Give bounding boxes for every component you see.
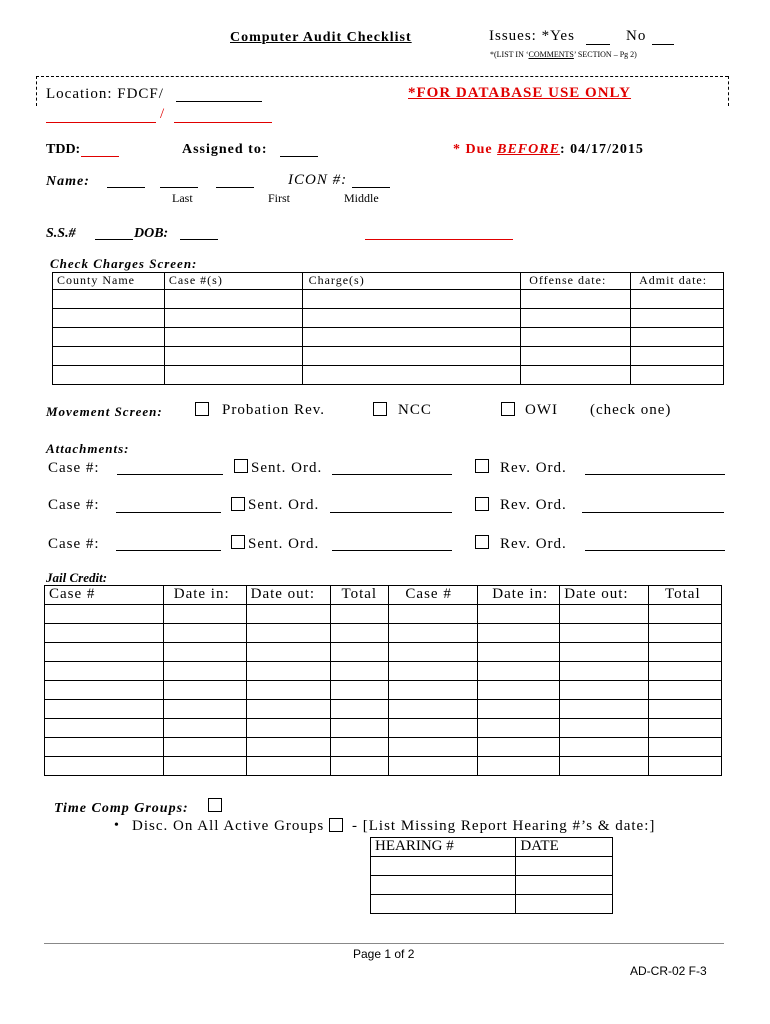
form-title: Computer Audit Checklist [230, 30, 412, 45]
table-row [45, 681, 722, 700]
issues-yes-label: Issues: *Yes [489, 28, 575, 44]
database-use-notice: *FOR DATABASE USE ONLY [408, 85, 632, 101]
attachment-case-label-2: Case #: [48, 497, 100, 513]
database-red-field[interactable] [365, 239, 513, 240]
table-row [45, 738, 722, 757]
ss-label: S.S.# [46, 226, 76, 241]
tdd-label: TDD: [46, 142, 81, 157]
attachments-title: Attachments: [46, 441, 130, 456]
movement-screen-label: Movement Screen: [46, 404, 163, 419]
sent-ord-label-2: Sent. Ord. [248, 497, 320, 513]
page-number: Page 1 of 2 [353, 947, 415, 961]
jail-credit-table [44, 585, 722, 776]
jc-col-date-out-2: Date out: [560, 586, 649, 605]
location-separator: / [160, 106, 165, 122]
sent-ord-field-2[interactable] [330, 512, 452, 513]
footer-divider [44, 943, 724, 944]
jc-col-date-out-1: Date out: [246, 586, 331, 605]
issues-no-blank[interactable] [652, 44, 674, 45]
col-charges: Charge(s) [302, 273, 521, 290]
col-offense-date: Offense date: [521, 273, 631, 290]
check-charges-table [52, 272, 724, 385]
table-row [371, 895, 613, 914]
list-in-comments-note: *(LIST IN ‘COMMENTS’ SECTION – Pg 2) [490, 50, 637, 59]
dob-label: DOB: [134, 226, 169, 241]
ncc-checkbox[interactable] [373, 402, 387, 416]
rev-ord-field-2[interactable] [582, 512, 724, 513]
assigned-to-label: Assigned to: [182, 142, 268, 157]
rev-ord-field-3[interactable] [585, 550, 725, 551]
disc-active-groups-checkbox[interactable] [329, 818, 343, 832]
table-row [53, 347, 724, 366]
icon-number-label: ICON #: [288, 172, 348, 188]
location-label: Location: FDCF/ [46, 86, 164, 102]
table-row [371, 876, 613, 895]
jail-credit-title: Jail Credit: [46, 570, 108, 585]
rev-ord-checkbox-1[interactable] [475, 459, 489, 473]
col-admit-date: Admit date: [631, 273, 724, 290]
col-county-name: County Name [53, 273, 165, 290]
table-row [53, 309, 724, 328]
table-row [371, 857, 613, 876]
ncc-label: NCC [398, 402, 432, 418]
jc-col-case-1: Case # [45, 586, 164, 605]
disc-active-groups-label: Disc. On All Active Groups [132, 818, 325, 834]
check-charges-title: Check Charges Screen: [50, 256, 198, 271]
col-hearing-number: HEARING # [371, 838, 516, 857]
check-charges-header-row [53, 273, 724, 290]
probation-rev-checkbox[interactable] [195, 402, 209, 416]
jc-col-total-1: Total [331, 586, 389, 605]
sent-ord-label-3: Sent. Ord. [248, 536, 320, 552]
time-comp-title: Time Comp Groups: [54, 801, 189, 816]
rev-ord-checkbox-3[interactable] [475, 535, 489, 549]
database-area-border-left [36, 76, 37, 106]
table-row [53, 366, 724, 385]
col-case-numbers: Case #(s) [164, 273, 302, 290]
rev-ord-checkbox-2[interactable] [475, 497, 489, 511]
attachment-case-field-3[interactable] [116, 550, 221, 551]
database-area-border-right [728, 76, 729, 106]
jc-col-date-in-2: Date in: [478, 586, 560, 605]
probation-rev-label: Probation Rev. [222, 402, 326, 418]
rev-ord-field-1[interactable] [585, 474, 725, 475]
name-last-caption: Last [172, 191, 193, 205]
missing-report-note: - [List Missing Report Hearing #’s & date:] [352, 818, 656, 834]
assigned-to-field[interactable] [280, 156, 318, 157]
name-middle-caption: Middle [344, 191, 379, 205]
ss-field[interactable] [95, 239, 133, 240]
name-first-caption: First [268, 191, 291, 205]
issues-no-label: No [626, 28, 647, 44]
name-label: Name: [46, 174, 90, 189]
sent-ord-checkbox-2[interactable] [231, 497, 245, 511]
location-red-field-2[interactable] [174, 122, 272, 123]
due-date: * Due BEFORE: 04/17/2015 [453, 142, 644, 157]
rev-ord-label-2: Rev. Ord. [500, 497, 567, 513]
sent-ord-label-1: Sent. Ord. [251, 460, 323, 476]
table-row [45, 605, 722, 624]
sent-ord-checkbox-1[interactable] [234, 459, 248, 473]
attachment-case-field-2[interactable] [116, 512, 221, 513]
database-area-border-top [36, 76, 728, 77]
rev-ord-label-3: Rev. Ord. [500, 536, 567, 552]
jc-col-date-in-1: Date in: [163, 586, 246, 605]
attachment-case-label-1: Case #: [48, 460, 100, 476]
table-row [45, 643, 722, 662]
table-row [53, 290, 724, 309]
rev-ord-label-1: Rev. Ord. [500, 460, 567, 476]
owi-checkbox[interactable] [501, 402, 515, 416]
jc-col-case-2: Case # [389, 586, 478, 605]
table-row [45, 757, 722, 776]
time-comp-checkbox[interactable] [208, 798, 222, 812]
name-last-field[interactable] [107, 187, 145, 188]
check-one-note: (check one) [590, 402, 672, 418]
sent-ord-field-3[interactable] [332, 550, 452, 551]
sent-ord-field-1[interactable] [332, 474, 452, 475]
name-middle-field[interactable] [216, 187, 254, 188]
attachment-case-field-1[interactable] [117, 474, 223, 475]
hearing-header-row [371, 838, 613, 857]
form-id: AD-CR-02 F-3 [630, 964, 707, 978]
table-row [45, 662, 722, 681]
attachment-case-label-3: Case #: [48, 536, 100, 552]
jail-credit-header-row [45, 586, 722, 605]
dob-field[interactable] [180, 239, 218, 240]
col-hearing-date: DATE [516, 838, 613, 857]
location-red-field-1[interactable] [46, 122, 156, 123]
location-field[interactable] [176, 101, 262, 102]
table-row [53, 328, 724, 347]
table-row [45, 719, 722, 738]
name-first-field[interactable] [160, 187, 198, 188]
jc-col-total-2: Total [649, 586, 722, 605]
sent-ord-checkbox-3[interactable] [231, 535, 245, 549]
table-row [45, 624, 722, 643]
table-row [45, 700, 722, 719]
tdd-field[interactable] [81, 156, 119, 157]
hearing-table [370, 837, 613, 914]
icon-number-field[interactable] [352, 187, 390, 188]
issues-yes-blank[interactable] [586, 44, 610, 45]
owi-label: OWI [525, 402, 558, 418]
bullet-icon: • [114, 818, 119, 833]
